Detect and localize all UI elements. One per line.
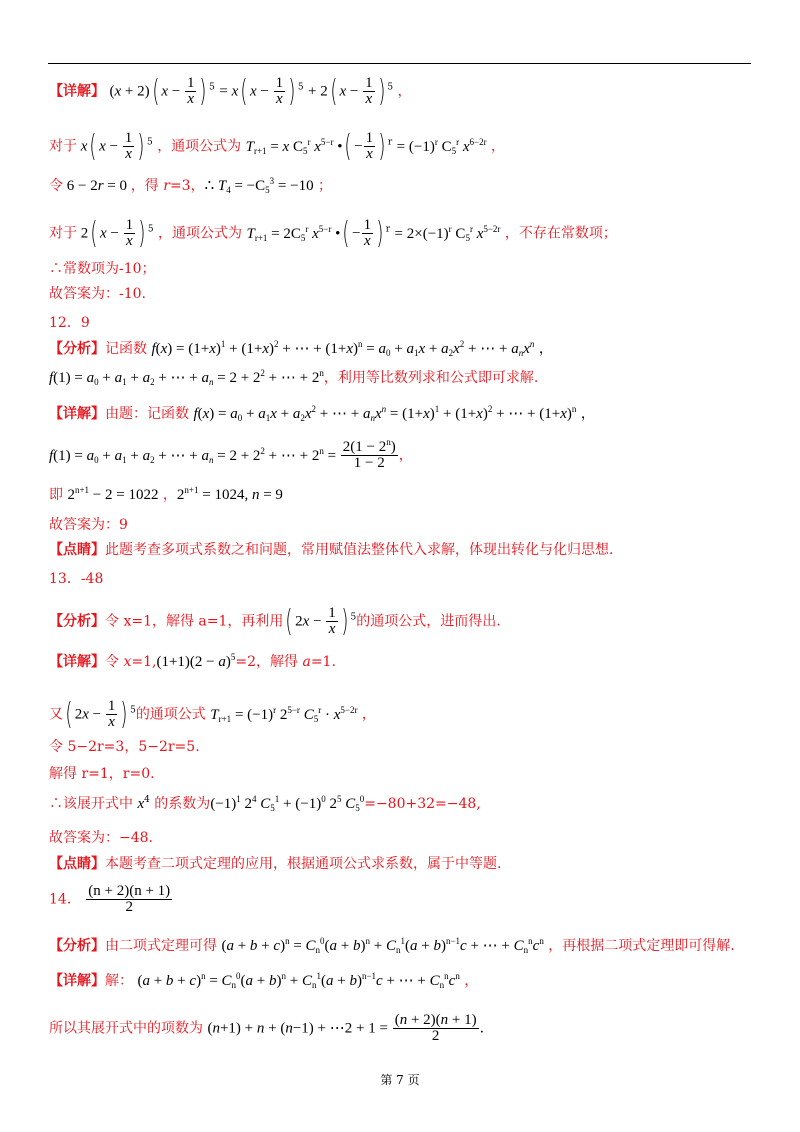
q13-analysis-line: 【分析】令 x=1，解得 a=1，再利用( 2x − $\frac{1}{x}$ ) $^5$的通项公式，进而得出. [49, 603, 501, 639]
q11-term1-line: 对于 x( x − $\frac{1}{x}$ ) $^5$ ，通项公式为 $T_{r+1} = x$ $C_5^r$ $x^{5-r}$ •( − $\frac{1}{x}$ ) $^r = (-1)^r$ $C_5^r$ $x^{6-2r}$ ， [49, 128, 506, 164]
q12-number: 12．9 [49, 315, 90, 331]
q11-detail-line: 【详解】 (x + 2)( x − $\frac{1}{x}$ ) $^5$ = x( x − $\frac{1}{x}$ ) $^5$ + 2( x − $\frac{1}{x}$ ) $^5$ ， [49, 73, 412, 109]
q11-let-line: 令 6 − 2r = 0 ，得 r=3，∴ $T_4 = -C_5^3 = -10$ ； [49, 176, 333, 195]
q12-comment-line: 【点睛】此题考查多项式系数之和问题，常用赋值法整体代入求解，体现出转化与化归思想. [49, 542, 614, 558]
q14-count-line: 所以其展开式中的项数为 (n+1) + n + (n−1) + ⋯2 + 1 = $\frac{(n + 2)(n + 1)}{2}$ . [49, 1012, 485, 1044]
q12-sum-line: $f(1) = a_0 + a_1 + a_2$ + ⋯ + $a_n = 2 + 2^2$ + ⋯ + $2^n$ = $\frac{2(1 - 2^n)}{1 - 2}$ ， [49, 437, 413, 471]
page-footer: 第 7 页 [380, 1073, 420, 1087]
q13-let-line: 令 5−2r=3，5−2r=5. [49, 739, 200, 755]
q14-answer-line: 14． $\frac{(n + 2)(n + 1)}{2}$ [49, 883, 171, 915]
q11-answer: 故答案为：-10. [49, 286, 146, 302]
q12-solve-line: 即 $2^{n+1} - 2 = 1022$ ，$2^{n+1} = 1024$, n = 9 [49, 485, 283, 503]
q13-detail-line: 【详解】令 $x=1,(1+1)(2 - a)^5=2$，解得 a=1. [49, 652, 336, 670]
q13-answer: 故答案为：−48. [49, 830, 153, 846]
q11-conclusion: ∴常数项为-10； [49, 261, 156, 277]
q14-analysis-line: 【分析】由二项式定理可得 $(a + b + c)^n = C_n^0(a + b)^n + C_n^1(a + b)^{n-1}c$ + ⋯ + $C_n^nc^n$ ，再根据二项式定理即可得解. [49, 936, 735, 955]
q12-detail-line: 【详解】由题：记函数 $f(x) = a_0 + a_1x + a_2x^2$ + ⋯ + $a_nx^n = (1+x)^1 + (1+x)^2$ + ⋯ + $(1+x)^n$ ， [49, 404, 595, 423]
q12-analysis-line2: $f(1) = a_0 + a_1 + a_2$ + ⋯ + $a_n = 2 + 2^2$ + ⋯ + $2^n$，利用等比数列求和公式即可求解. [49, 368, 539, 387]
detail-tag: 【详解】 [49, 83, 105, 100]
q12-answer: 故答案为：9 [49, 517, 128, 533]
q13-also-line: 又( 2x − $\frac{1}{x}$ ) $^5$的通项公式 $T_{r+1} = (-1)^r$ $2^{5-r}$ $C_5^r \cdot x^{5-2r}$ ， [49, 696, 376, 732]
q12-analysis-line: 【分析】记函数 $f(x) = (1+x)^1 + (1+x)^2$ + ⋯ + $(1+x)^n = a_0 + a_1x + a_2x^2$ + ⋯ + $a_nx^n$ ， [49, 339, 553, 358]
q13-number: 13．-48 [49, 571, 104, 587]
q13-comment-line: 【点睛】本题考查二项式定理的应用，根据通项公式求系数，属于中等题. [49, 856, 502, 872]
q11-term2-line: 对于 2( x − $\frac{1}{x}$ ) $^5$ ，通项公式为 $T_{r+1} = 2C_5^r$ $x^{5-r}$ •( − $\frac{1}{x}$ ) $^r = 2\times(-1)^r$ $C_5^r$ $x^{5-2r}$ ，不存在常数项； [49, 215, 617, 251]
q14-detail-line: 【详解】解： $(a + b + c)^n = C_n^0(a + b)^n + C_n^1(a + b)^{n-1}c$ + ⋯ + $C_n^nc^n$ ， [49, 971, 479, 990]
q13-solve-line: 解得 r=1，r=0. [49, 766, 155, 782]
header-rule [48, 63, 751, 64]
q13-coef-line: ∴该展开式中 $x^4$ 的系数为$(-1)^1$ $2^4$ $C_5^1 + (-1)^0$ $2^5$ $C_5^0=-80+32=-48$, [49, 794, 481, 813]
